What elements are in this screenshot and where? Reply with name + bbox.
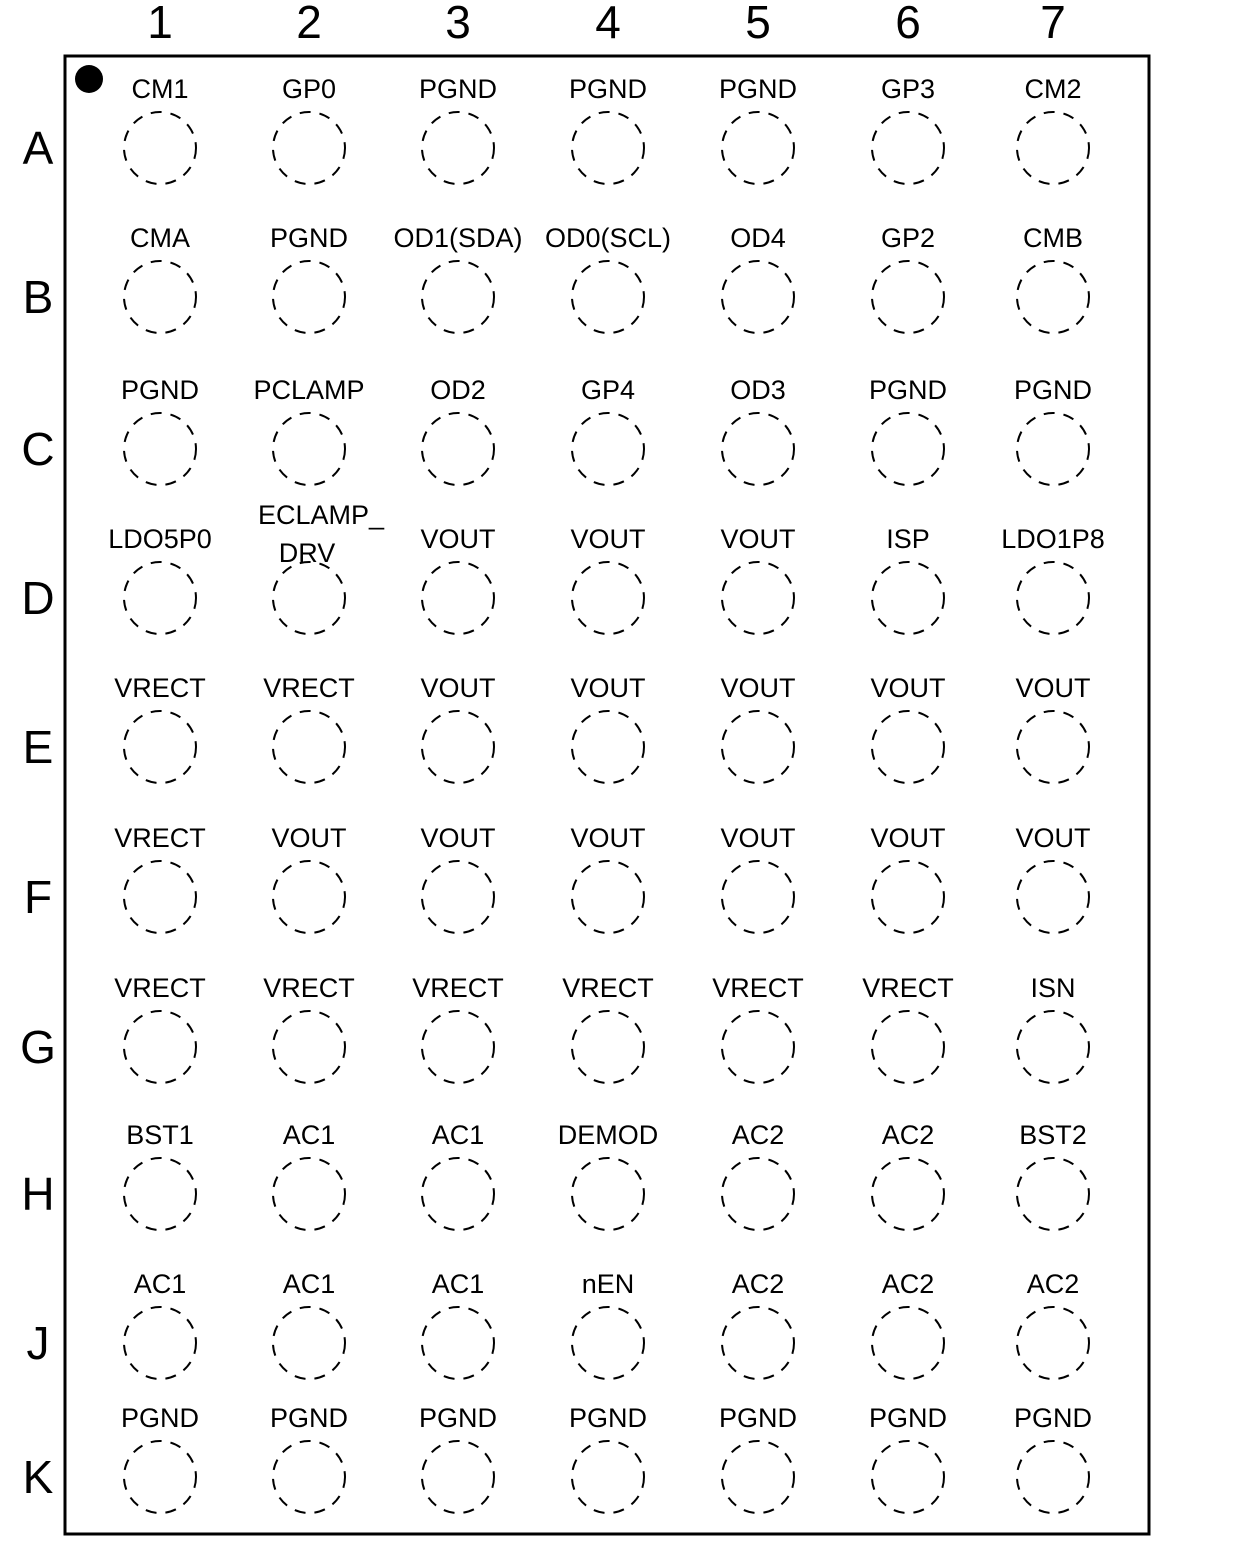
ball-pad-F5 [722, 861, 794, 933]
ball-pad-K5 [722, 1441, 794, 1513]
ball-pad-B6 [872, 261, 944, 333]
pin-label-F1: VRECT [114, 823, 206, 853]
pin-label-A6: GP3 [880, 74, 936, 104]
pin-labels [108, 74, 1105, 1433]
row-letter-E: E [22, 721, 54, 773]
pin-label-E5: VOUT [720, 673, 796, 703]
package-outline [65, 56, 1149, 1534]
pin-label-K6: PGND [868, 1403, 948, 1433]
ball-pad-A4 [572, 112, 644, 184]
pin-label-J2: AC1 [282, 1269, 336, 1299]
ball-pad-B2 [273, 261, 345, 333]
pin-label-G5: VRECT [712, 973, 804, 1003]
pin-label-H4: DEMOD [557, 1120, 659, 1150]
ball-pad-J5 [722, 1307, 794, 1379]
pin-label-E2: VRECT [263, 673, 355, 703]
ball-pad-K7 [1017, 1441, 1089, 1513]
pin-label-D1: LDO5P0 [108, 524, 212, 554]
ball-pad-E7 [1017, 711, 1089, 783]
ball-pad-F1 [124, 861, 196, 933]
ball-pad-H6 [872, 1158, 944, 1230]
pin-label-A3: PGND [418, 74, 498, 104]
ball-pad-E3 [422, 711, 494, 783]
ball-pad-J7 [1017, 1307, 1089, 1379]
pin-label-D5: VOUT [720, 524, 796, 554]
pin-label-E6: VOUT [870, 673, 946, 703]
ball-pad-E4 [572, 711, 644, 783]
ball-pad-D2 [273, 562, 345, 634]
ball-pad-E2 [273, 711, 345, 783]
row-letters [20, 122, 56, 1503]
ball-pad-H2 [273, 1158, 345, 1230]
pin-label-H6: AC2 [881, 1120, 935, 1150]
ball-pad-B7 [1017, 261, 1089, 333]
pin-label-K1: PGND [120, 1403, 200, 1433]
pin-label-J7: AC2 [1026, 1269, 1080, 1299]
ball-pad-D3 [422, 562, 494, 634]
ball-pad-G1 [124, 1011, 196, 1083]
ball-pad-H5 [722, 1158, 794, 1230]
pin-label-J3: AC1 [431, 1269, 485, 1299]
pin-label-B7: CMB [1023, 223, 1083, 253]
pin-label-E3: VOUT [420, 673, 496, 703]
row-letter-K: K [22, 1451, 54, 1503]
pin-label-A2: GP0 [281, 74, 337, 104]
ball-pad-C2 [273, 413, 345, 485]
pin-label-H1: BST1 [126, 1120, 194, 1150]
pin-label-B1: CMA [130, 223, 190, 253]
pin-label-B4: OD0(SCL) [544, 223, 672, 253]
column-number-1: 1 [147, 0, 173, 48]
ball-pad-F7 [1017, 861, 1089, 933]
ball-pad-C7 [1017, 413, 1089, 485]
ball-pad-J6 [872, 1307, 944, 1379]
pin-label-A7: CM2 [1024, 74, 1082, 104]
ball-pad-B5 [722, 261, 794, 333]
column-number-4: 4 [595, 0, 621, 48]
pin-label-H2: AC1 [282, 1120, 336, 1150]
pin-label-H7: BST2 [1019, 1120, 1087, 1150]
ball-pad-G7 [1017, 1011, 1089, 1083]
row-letter-J: J [26, 1317, 50, 1369]
pin-label-G2: VRECT [263, 973, 355, 1003]
ball-pad-D7 [1017, 562, 1089, 634]
pin-label-J1: AC1 [133, 1269, 187, 1299]
pin-label-K4: PGND [568, 1403, 648, 1433]
pin-label-C5: OD3 [730, 375, 786, 405]
pin-label-E4: VOUT [570, 673, 646, 703]
pin-label-D2-line2: DRV [278, 538, 336, 568]
ball-pad-E5 [722, 711, 794, 783]
pin-label-E1: VRECT [114, 673, 206, 703]
ball-pad-C4 [572, 413, 644, 485]
column-number-6: 6 [895, 0, 921, 48]
ball-pad-J4 [572, 1307, 644, 1379]
ball-pad-F3 [422, 861, 494, 933]
pin-label-F7: VOUT [1015, 823, 1091, 853]
ball-pad-H7 [1017, 1158, 1089, 1230]
ball-pad-F6 [872, 861, 944, 933]
pin-label-F2: VOUT [271, 823, 347, 853]
ball-pad-G6 [872, 1011, 944, 1083]
pin1-marker-dot [75, 65, 103, 93]
pin-label-J5: AC2 [731, 1269, 785, 1299]
ball-pad-H1 [124, 1158, 196, 1230]
pin-label-C6: PGND [868, 375, 948, 405]
ball-pad-G2 [273, 1011, 345, 1083]
pin-label-E7: VOUT [1015, 673, 1091, 703]
ball-pads [124, 112, 1089, 1513]
pin-label-G3: VRECT [412, 973, 504, 1003]
pin-label-G1: VRECT [114, 973, 206, 1003]
pin-label-F6: VOUT [870, 823, 946, 853]
ball-pad-H4 [572, 1158, 644, 1230]
pin-label-J4: nEN [581, 1269, 635, 1299]
row-letter-A: A [22, 122, 54, 174]
pin-label-B6: GP2 [880, 223, 936, 253]
ball-pad-D4 [572, 562, 644, 634]
pin-label-G7: ISN [1030, 973, 1076, 1003]
pin-label-K2: PGND [269, 1403, 349, 1433]
pin-label-B5: OD4 [730, 223, 786, 253]
pin-label-D3: VOUT [420, 524, 496, 554]
ball-pad-A6 [872, 112, 944, 184]
ball-pad-D5 [722, 562, 794, 634]
row-letter-H: H [21, 1168, 55, 1220]
ball-pad-A2 [273, 112, 345, 184]
ball-pad-H3 [422, 1158, 494, 1230]
row-letter-C: C [21, 423, 55, 475]
pin-label-H5: AC2 [731, 1120, 785, 1150]
ball-pad-G5 [722, 1011, 794, 1083]
ball-pad-F2 [273, 861, 345, 933]
pin-label-K3: PGND [418, 1403, 498, 1433]
ball-pad-C5 [722, 413, 794, 485]
pin-label-K5: PGND [718, 1403, 798, 1433]
ball-pad-E6 [872, 711, 944, 783]
pin-label-B2: PGND [269, 223, 349, 253]
ball-pad-K6 [872, 1441, 944, 1513]
ball-pad-A1 [124, 112, 196, 184]
pin-label-A1: CM1 [131, 74, 189, 104]
pin-label-K7: PGND [1013, 1403, 1093, 1433]
column-number-5: 5 [745, 0, 771, 48]
row-letter-B: B [22, 271, 54, 323]
pin-label-B3: OD1(SDA) [393, 223, 523, 253]
ball-pad-K1 [124, 1441, 196, 1513]
ball-pad-C3 [422, 413, 494, 485]
ball-pad-G3 [422, 1011, 494, 1083]
ball-pad-K3 [422, 1441, 494, 1513]
ball-pad-D6 [872, 562, 944, 634]
pin-label-A4: PGND [568, 74, 648, 104]
ball-pad-C1 [124, 413, 196, 485]
ball-pad-A5 [722, 112, 794, 184]
pin-label-A5: PGND [718, 74, 798, 104]
ball-pad-E1 [124, 711, 196, 783]
pin-label-C2: PCLAMP [253, 375, 365, 405]
pin-label-D6: ISP [886, 524, 930, 554]
ball-pad-J2 [273, 1307, 345, 1379]
pin-label-D7: LDO1P8 [1001, 524, 1105, 554]
row-letter-F: F [23, 871, 53, 923]
column-number-2: 2 [296, 0, 322, 48]
row-letter-G: G [20, 1021, 56, 1073]
pin-label-C4: GP4 [580, 375, 636, 405]
pin-label-F5: VOUT [720, 823, 796, 853]
pin-label-C1: PGND [120, 375, 200, 405]
ball-pad-A3 [422, 112, 494, 184]
pin-label-H3: AC1 [431, 1120, 485, 1150]
ball-pad-F4 [572, 861, 644, 933]
ball-pad-B4 [572, 261, 644, 333]
ball-pad-A7 [1017, 112, 1089, 184]
pin-label-F3: VOUT [420, 823, 496, 853]
pin-label-D2: ECLAMP_ [257, 500, 385, 530]
row-letter-D: D [21, 572, 55, 624]
pin-label-C3: OD2 [430, 375, 486, 405]
ball-pad-B1 [124, 261, 196, 333]
ball-pad-D1 [124, 562, 196, 634]
column-number-7: 7 [1040, 0, 1066, 48]
column-numbers [147, 0, 1066, 48]
pin-label-G4: VRECT [562, 973, 654, 1003]
ball-pad-C6 [872, 413, 944, 485]
pin-label-C7: PGND [1013, 375, 1093, 405]
ball-pad-K4 [572, 1441, 644, 1513]
pin-label-J6: AC2 [881, 1269, 935, 1299]
ball-pad-B3 [422, 261, 494, 333]
ball-pad-J3 [422, 1307, 494, 1379]
ball-pad-K2 [273, 1441, 345, 1513]
pin-label-G6: VRECT [862, 973, 954, 1003]
ball-pad-J1 [124, 1307, 196, 1379]
ball-pad-G4 [572, 1011, 644, 1083]
pin-label-F4: VOUT [570, 823, 646, 853]
column-number-3: 3 [445, 0, 471, 48]
pin-label-D4: VOUT [570, 524, 646, 554]
